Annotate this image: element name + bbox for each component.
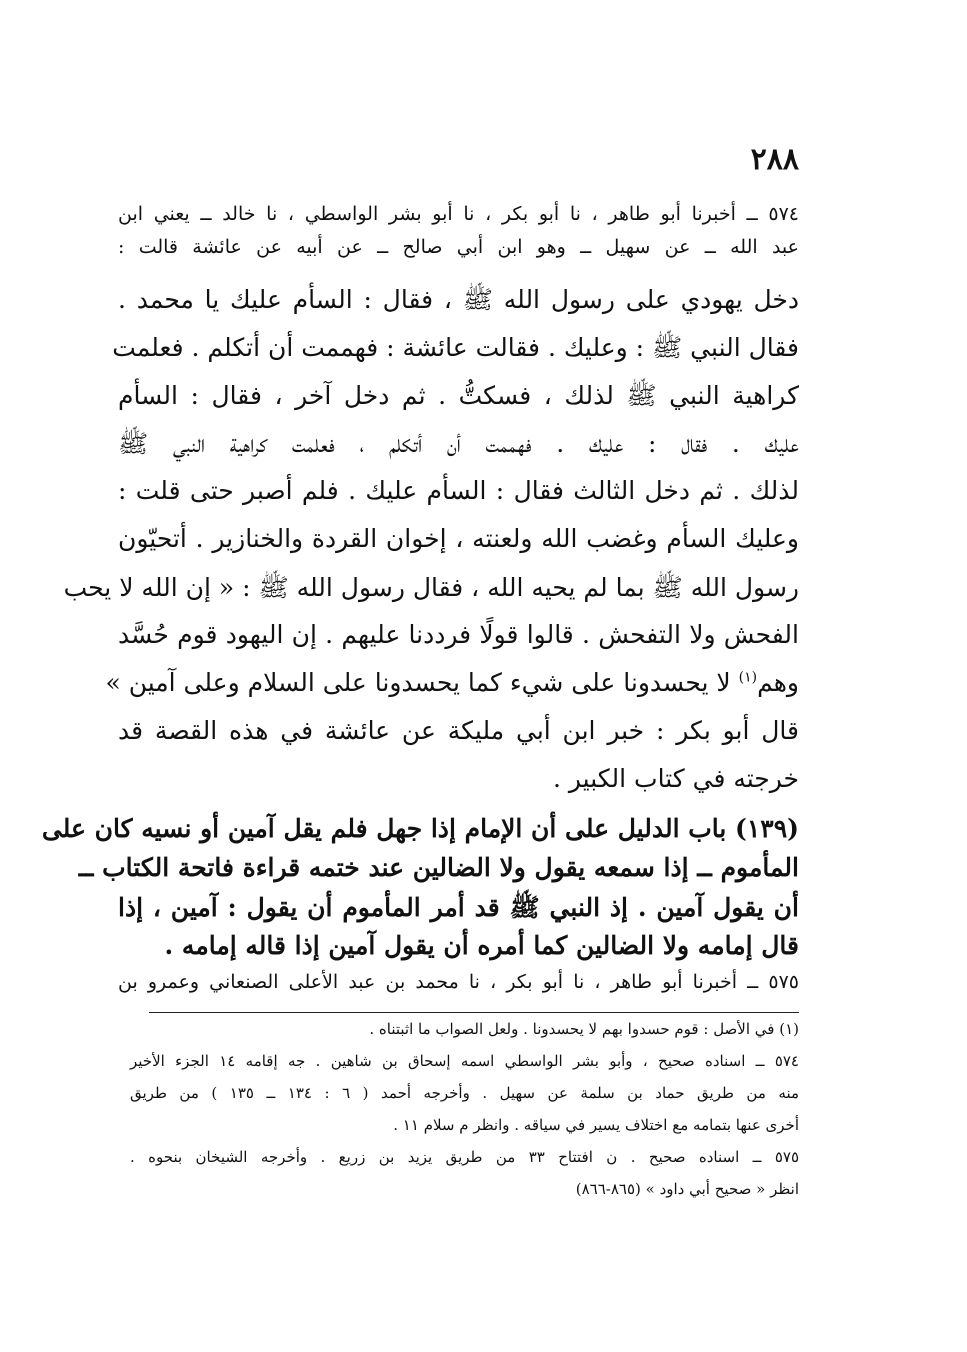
body-line-with-footnote xyxy=(105,668,799,697)
chapter-heading-line: (١٣٩) باب الدليل على أن الإمام إذا جهل فلم يقل آمين أو نسيه كان على xyxy=(41,814,799,843)
footnote-line: ٥٧٤ ــ اسناده صحيح ، وأبو بشر الواسطي اسمه إسحاق بن شاهين . جه إقامه ١٤ الجزء الأخير xyxy=(130,1052,799,1070)
footnote-line: منه من طريق حماد بن سلمة عن سهيل . وأخرجه أحمد ( ٦ : ١٣٤ ــ ١٣٥ ) من طريق xyxy=(130,1084,800,1102)
footnote-line: (١) في الأصل : قوم حسدوا بهم لا يحسدونا . ولعل الصواب ما اثبتناه . xyxy=(369,1020,799,1038)
footnote-line: ٥٧٥ ــ اسناده صحيح . ن افتتاح ٣٣ من طريق يزيد بن زريع . وأخرجه الشيخان بنحوه . xyxy=(130,1148,799,1166)
chapter-heading-line: المأموم ــ إذا سمعه يقول ولا الضالين عند ختمه قراءة فاتحة الكتاب ــ xyxy=(78,853,799,882)
body-line-rest: لا يحسدونا على شيء كما يحسدونا على السلام وعلى آمين » xyxy=(105,668,731,697)
footnote-line: أخرى عنها بتمامه مع اختلاف يسير في سياقه . وانظر م سلام ١١ . xyxy=(393,1116,799,1134)
body-line: رسول الله ﷺ بما لم يحيه الله ، فقال رسول الله ﷺ : « إن الله لا يحب xyxy=(63,573,799,602)
body-line: فقال النبي ﷺ : وعليك . فقالت عائشة : فهممت أن أتكلم . فعلمت xyxy=(112,333,799,362)
body-line: الفحش ولا التفحش . قالوا قولًا فرددنا عليهم . إن اليهود قوم حُسَّد xyxy=(118,620,799,649)
chapter-heading-line: أن يقول آمين . إذ النبي ﷺ قد أمر المأموم أن يقول : آمين ، إذا xyxy=(118,893,799,922)
footnote-divider xyxy=(149,1012,799,1013)
hadith-574-line-1: ٥٧٤ ــ أخبرنا أبو طاهر ، نا أبو بكر ، نا أبو بشر الواسطي ، نا خالد ــ يعني ابن xyxy=(118,203,799,225)
body-line: لذلك . ثم دخل الثالث فقال : السأم عليك . فلم أصبر حتى قلت : xyxy=(118,476,799,505)
hadith-575-line: ٥٧٥ ــ أخبرنا أبو طاهر ، نا أبو بكر ، نا محمد بن عبد الأعلى الصنعاني وعمرو بن xyxy=(118,971,799,993)
body-line: كراهية النبي ﷺ لذلك ، فسكتُّ . ثم دخل آخر ، فقال : السأم xyxy=(118,381,799,410)
footnote-line: انظر « صحيح أبي داود » (٨٦٥-٨٦٦) xyxy=(575,1180,799,1198)
body-line: دخل يهودي على رسول الله ﷺ ، فقال : السأم عليك يا محمد . xyxy=(118,285,799,314)
body-line-start: وهم xyxy=(757,668,799,697)
body-line: عليك . فقال : عليك . فهممت أن أتكلم ، فعلمت كراهية النبي ﷺ xyxy=(118,429,799,458)
body-line: خرجته في كتاب الكبير . xyxy=(552,764,799,793)
body-line: قال أبو بكر : خبر ابن أبي مليكة عن عائشة في هذه القصة قد xyxy=(118,716,799,745)
body-line: وعليك السأم وغضب الله ولعنته ، إخوان القردة والخنازير . أتحيّون xyxy=(118,524,799,553)
hadith-574-line-2: عبد الله ــ عن سهيل ــ وهو ابن أبي صالح ــ عن أبيه عن عائشة قالت : xyxy=(118,236,799,258)
footnote-marker: (١) xyxy=(738,669,758,686)
chapter-heading-line: قال إمامه ولا الضالين كما أمره أن يقول آمين إذا قاله إمامه . xyxy=(164,931,799,960)
page-number: ٢٨٨ xyxy=(750,142,799,177)
